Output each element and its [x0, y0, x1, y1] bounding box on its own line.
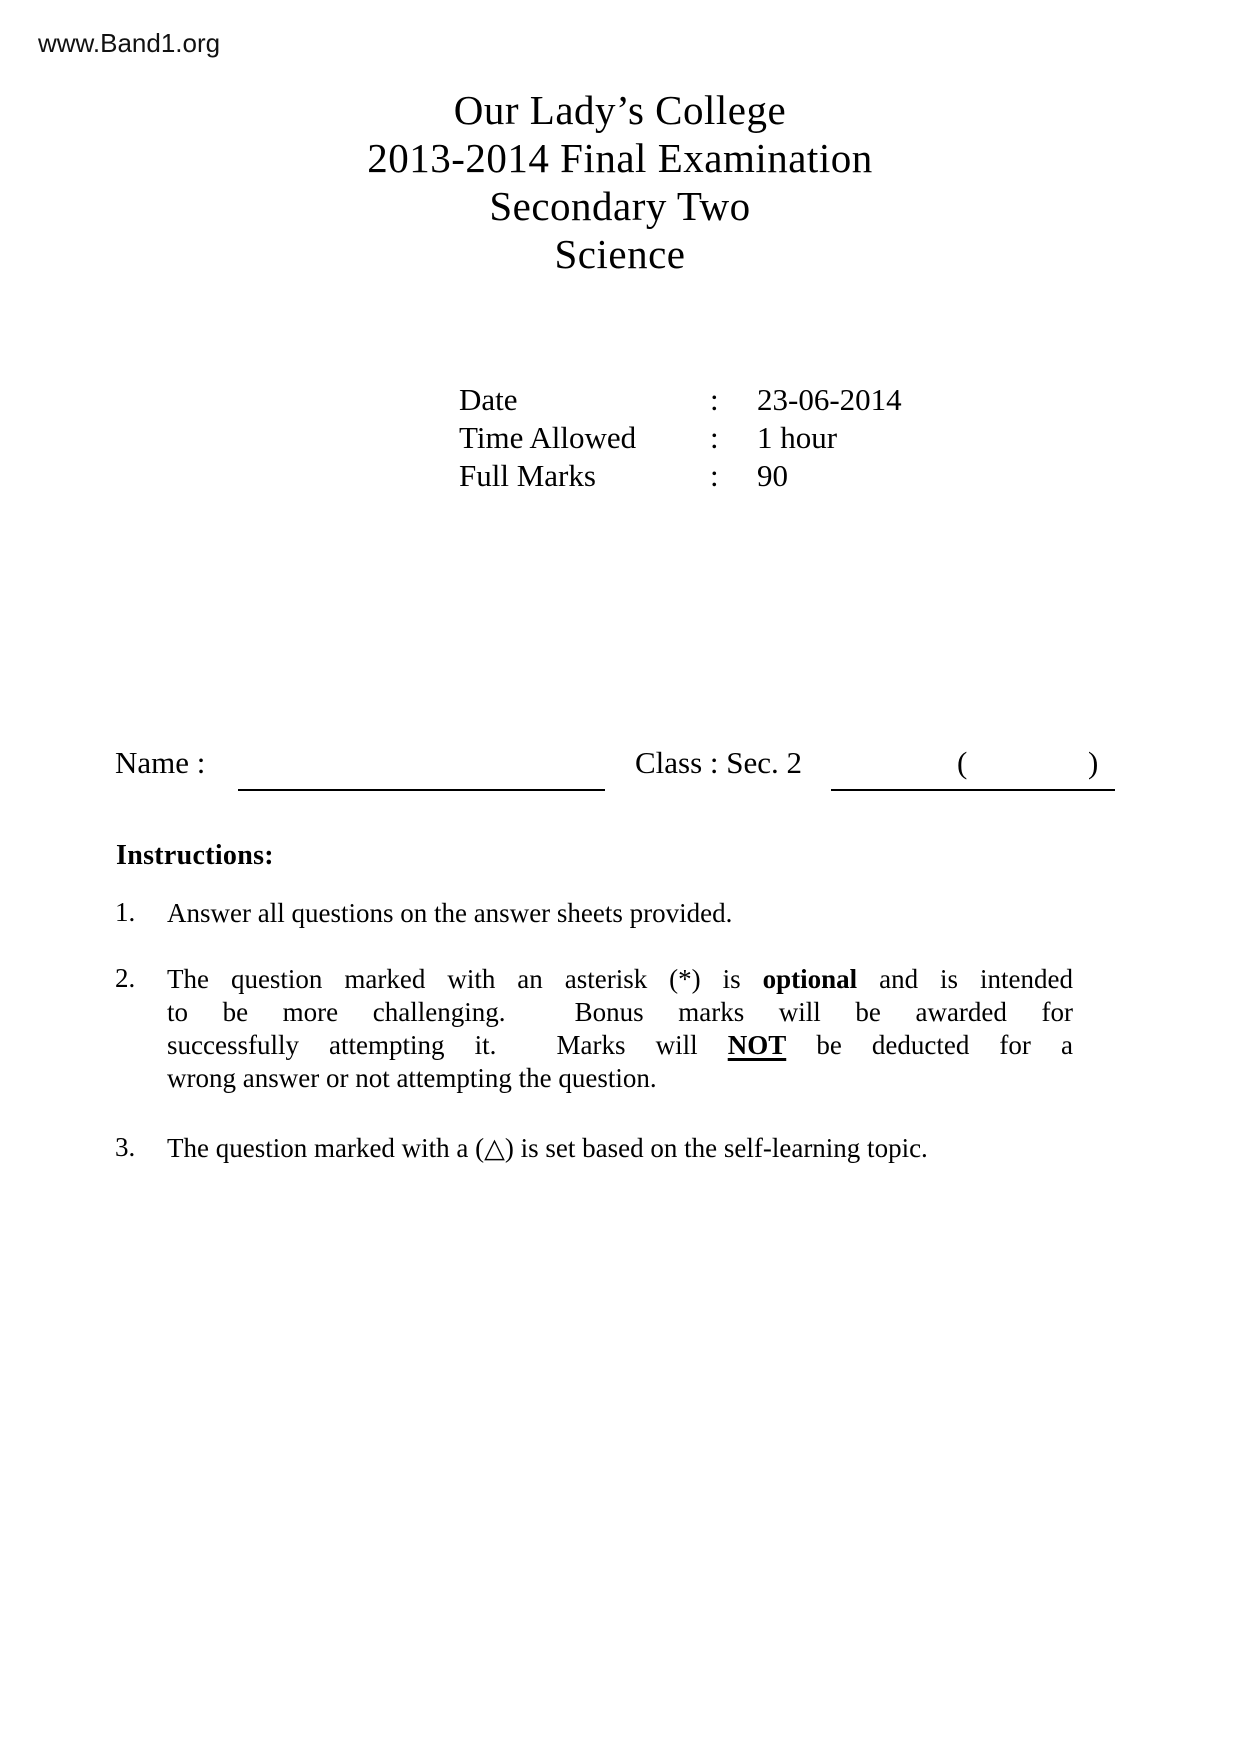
student-info-row [0, 745, 1240, 797]
name-label: Name : [115, 745, 206, 780]
full-marks-colon: : [710, 458, 719, 493]
exam-meta-block [459, 381, 902, 495]
item-2-line-4: wrong answer or not attempting the question. [167, 1063, 657, 1093]
item-3-line-1: The question marked with a (△) is set based on the self-learning topic. [167, 1133, 928, 1163]
instruction-item-2 [115, 963, 1073, 1095]
not-bold-underlined-text: NOT [727, 1030, 787, 1060]
class-label: Class : Sec. 2 [635, 745, 803, 780]
class-blank-field [831, 789, 1115, 791]
item-2-line-3: successfully attempting it. Marks will NOT be deducted for a [167, 1030, 1073, 1060]
grade-level: Secondary Two [489, 183, 751, 229]
date-label: Date [459, 382, 518, 417]
exam-title-block [0, 86, 1240, 278]
time-allowed-value: 1 hour [757, 420, 838, 455]
subject-name: Science [554, 231, 686, 277]
name-blank-field [238, 789, 605, 791]
optional-bold-text: optional [762, 964, 858, 994]
item-1-line-1: Answer all questions on the answer sheets provided. [167, 898, 733, 928]
exam-session: 2013-2014 Final Examination [367, 135, 873, 181]
full-marks-value: 90 [757, 458, 788, 493]
close-paren: ) [1088, 745, 1099, 780]
instruction-item-3 [115, 1132, 1073, 1165]
item-2-line-2: to be more challenging. Bonus marks will be awarded for [167, 997, 1073, 1027]
time-allowed-label: Time Allowed [459, 420, 637, 455]
item-2-line-1: The question marked with an asterisk (*) is optional and is intended [167, 964, 1073, 994]
time-allowed-colon: : [710, 420, 719, 455]
item-1-body [167, 897, 1073, 930]
date-colon: : [710, 382, 719, 417]
instructions-heading: Instructions: [116, 840, 274, 871]
date-value: 23-06-2014 [757, 382, 902, 417]
school-name: Our Lady’s College [453, 87, 787, 133]
item-2-body [167, 963, 1073, 1095]
item-3-number: 3. [115, 1132, 136, 1162]
item-3-body [167, 1132, 1073, 1165]
item-1-number: 1. [115, 897, 136, 927]
item-2-number: 2. [115, 963, 136, 993]
instructions-list [115, 897, 1073, 1165]
full-marks-label: Full Marks [459, 458, 596, 493]
open-paren: ( [957, 745, 968, 780]
watermark-url: www.Band1.org [38, 28, 221, 58]
instruction-item-1 [115, 897, 1073, 930]
